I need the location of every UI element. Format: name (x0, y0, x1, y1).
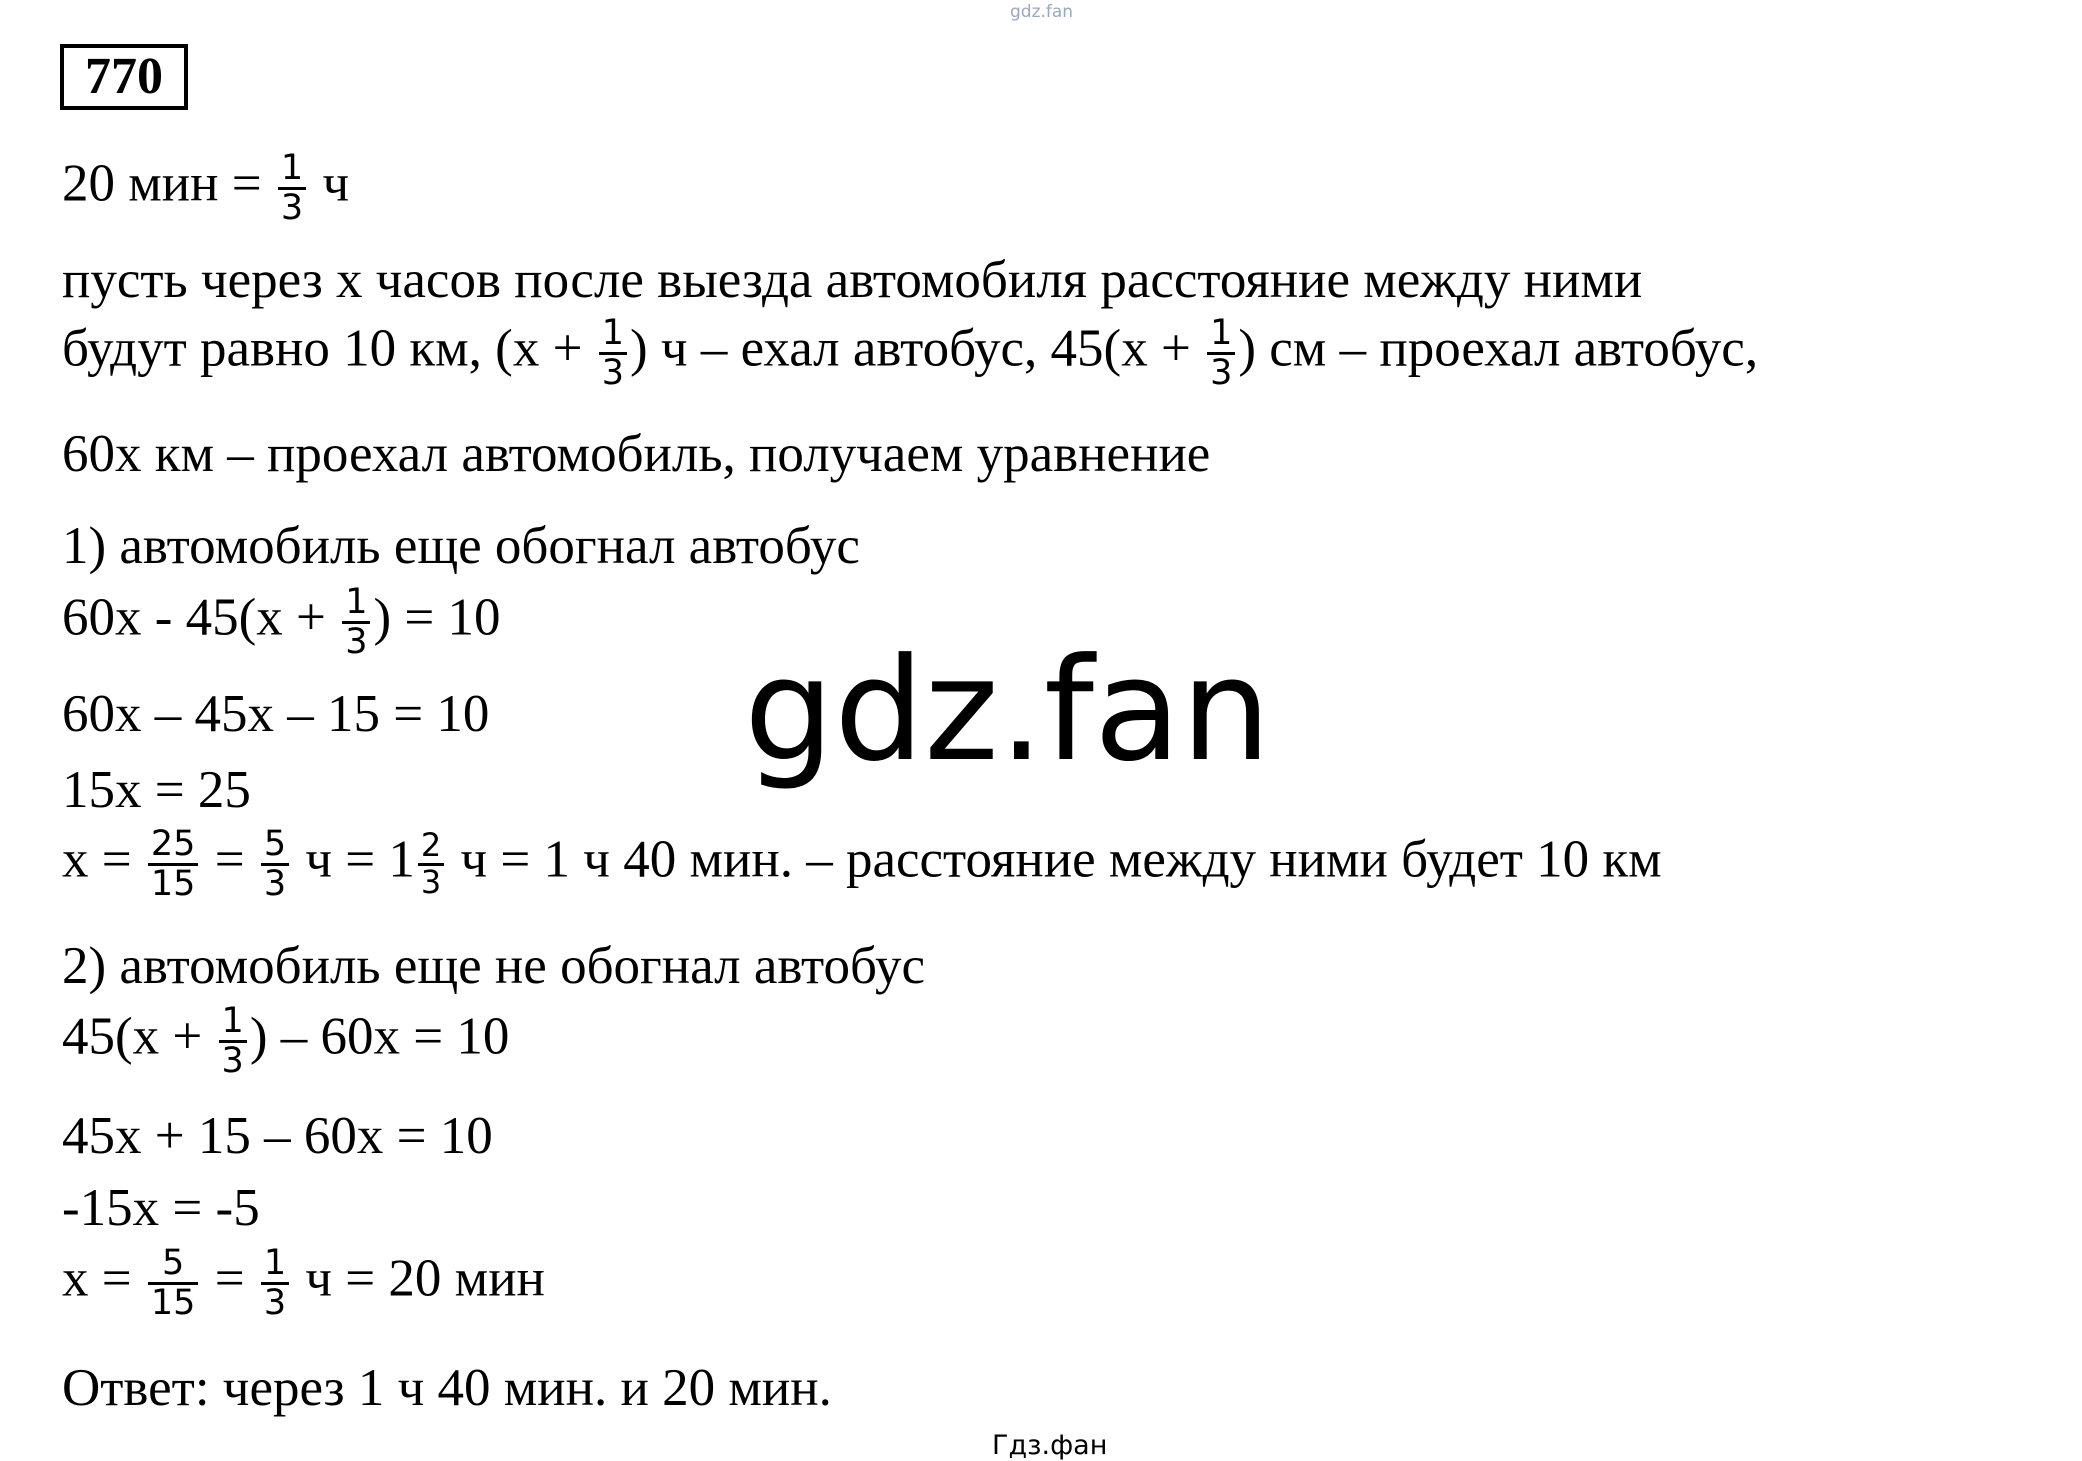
text: ) = 10 (373, 588, 501, 647)
text: ч (309, 154, 350, 213)
text: ч = 20 мин (292, 1249, 545, 1308)
fraction (278, 150, 306, 227)
fraction (219, 1003, 247, 1080)
fraction-denominator: 3 (221, 1040, 244, 1081)
fraction-denominator: 3 (420, 862, 442, 901)
text: 20 мин = (62, 154, 275, 213)
fraction (342, 584, 370, 661)
text: 45(х + (62, 1007, 216, 1066)
line-equation-6: -15х = -5 (62, 1179, 260, 1237)
watermark-center: gdz.fan (744, 628, 1271, 793)
text: 60х - 45(х + (62, 588, 340, 647)
fraction-denominator: 3 (345, 621, 368, 662)
line-answer: Ответ: через 1 ч 40 мин. и 20 мин. (62, 1359, 832, 1417)
watermark-top: gdz.fan (1010, 2, 1074, 22)
line-case-1: 1) автомобиль еще обогнал автобус (62, 517, 860, 575)
line-condition: пусть через х часов после выезда автомобиля расстояние между ними (62, 251, 1643, 309)
text: ) – 60х = 10 (249, 1007, 510, 1066)
watermark-bottom: Гдз.фан (992, 1430, 1108, 1461)
text: х = (62, 1249, 145, 1308)
line-equation-2: 60х – 45х – 15 = 10 (62, 685, 490, 743)
fraction-numerator: 2 (420, 826, 442, 865)
fraction-denominator: 3 (263, 863, 287, 904)
fraction-numerator: 1 (263, 1243, 287, 1283)
fraction-denominator: 15 (150, 1282, 196, 1323)
fraction-denominator: 3 (1210, 352, 1233, 393)
fraction (148, 1245, 199, 1322)
line-time-conversion (62, 150, 349, 227)
line-equation-5: 45х + 15 – 60х = 10 (62, 1107, 493, 1165)
fraction (261, 826, 289, 903)
fraction (599, 315, 627, 392)
line-result-2 (62, 1245, 545, 1322)
fraction-numerator: 1 (221, 1001, 244, 1041)
line-case-2: 2) автомобиль еще не обогнал автобус (62, 937, 925, 995)
fraction-numerator: 1 (1210, 313, 1233, 353)
fraction (1207, 315, 1235, 392)
fraction-numerator: 5 (263, 824, 287, 864)
problem-number: 770 (60, 44, 188, 110)
line-equation-3: 15х = 25 (62, 761, 251, 819)
fraction-numerator: 5 (162, 1243, 185, 1283)
text: = (201, 1249, 258, 1308)
text: = (201, 830, 258, 889)
fraction-numerator: 1 (280, 148, 304, 188)
text: ) см – проехал автобус, (1238, 319, 1759, 378)
text: ) ч – ехал автобус, 45(х + (630, 319, 1205, 378)
fraction-denominator: 3 (280, 187, 304, 228)
text: ч = 1 (292, 830, 415, 889)
fraction-denominator: 3 (601, 352, 625, 393)
fraction (261, 1245, 289, 1322)
text: ч = 1 ч 40 мин. – расстояние между ними будет 10 км (447, 830, 1662, 889)
fraction-denominator: 3 (263, 1282, 287, 1323)
line-car-distance: 60х км – проехал автомобиль, получаем уравнение (62, 425, 1211, 483)
fraction (418, 826, 444, 901)
text: будут равно 10 км, (х + (62, 319, 596, 378)
line-equation-1 (62, 584, 501, 661)
fraction-numerator: 25 (150, 824, 196, 864)
line-bus-distance (62, 315, 1758, 392)
fraction-denominator: 15 (150, 863, 196, 904)
line-result-1 (62, 826, 1662, 903)
fraction-numerator: 1 (601, 313, 625, 353)
fraction-numerator: 1 (345, 582, 368, 622)
line-equation-4 (62, 1003, 509, 1080)
text: х = (62, 830, 145, 889)
fraction (148, 826, 199, 903)
